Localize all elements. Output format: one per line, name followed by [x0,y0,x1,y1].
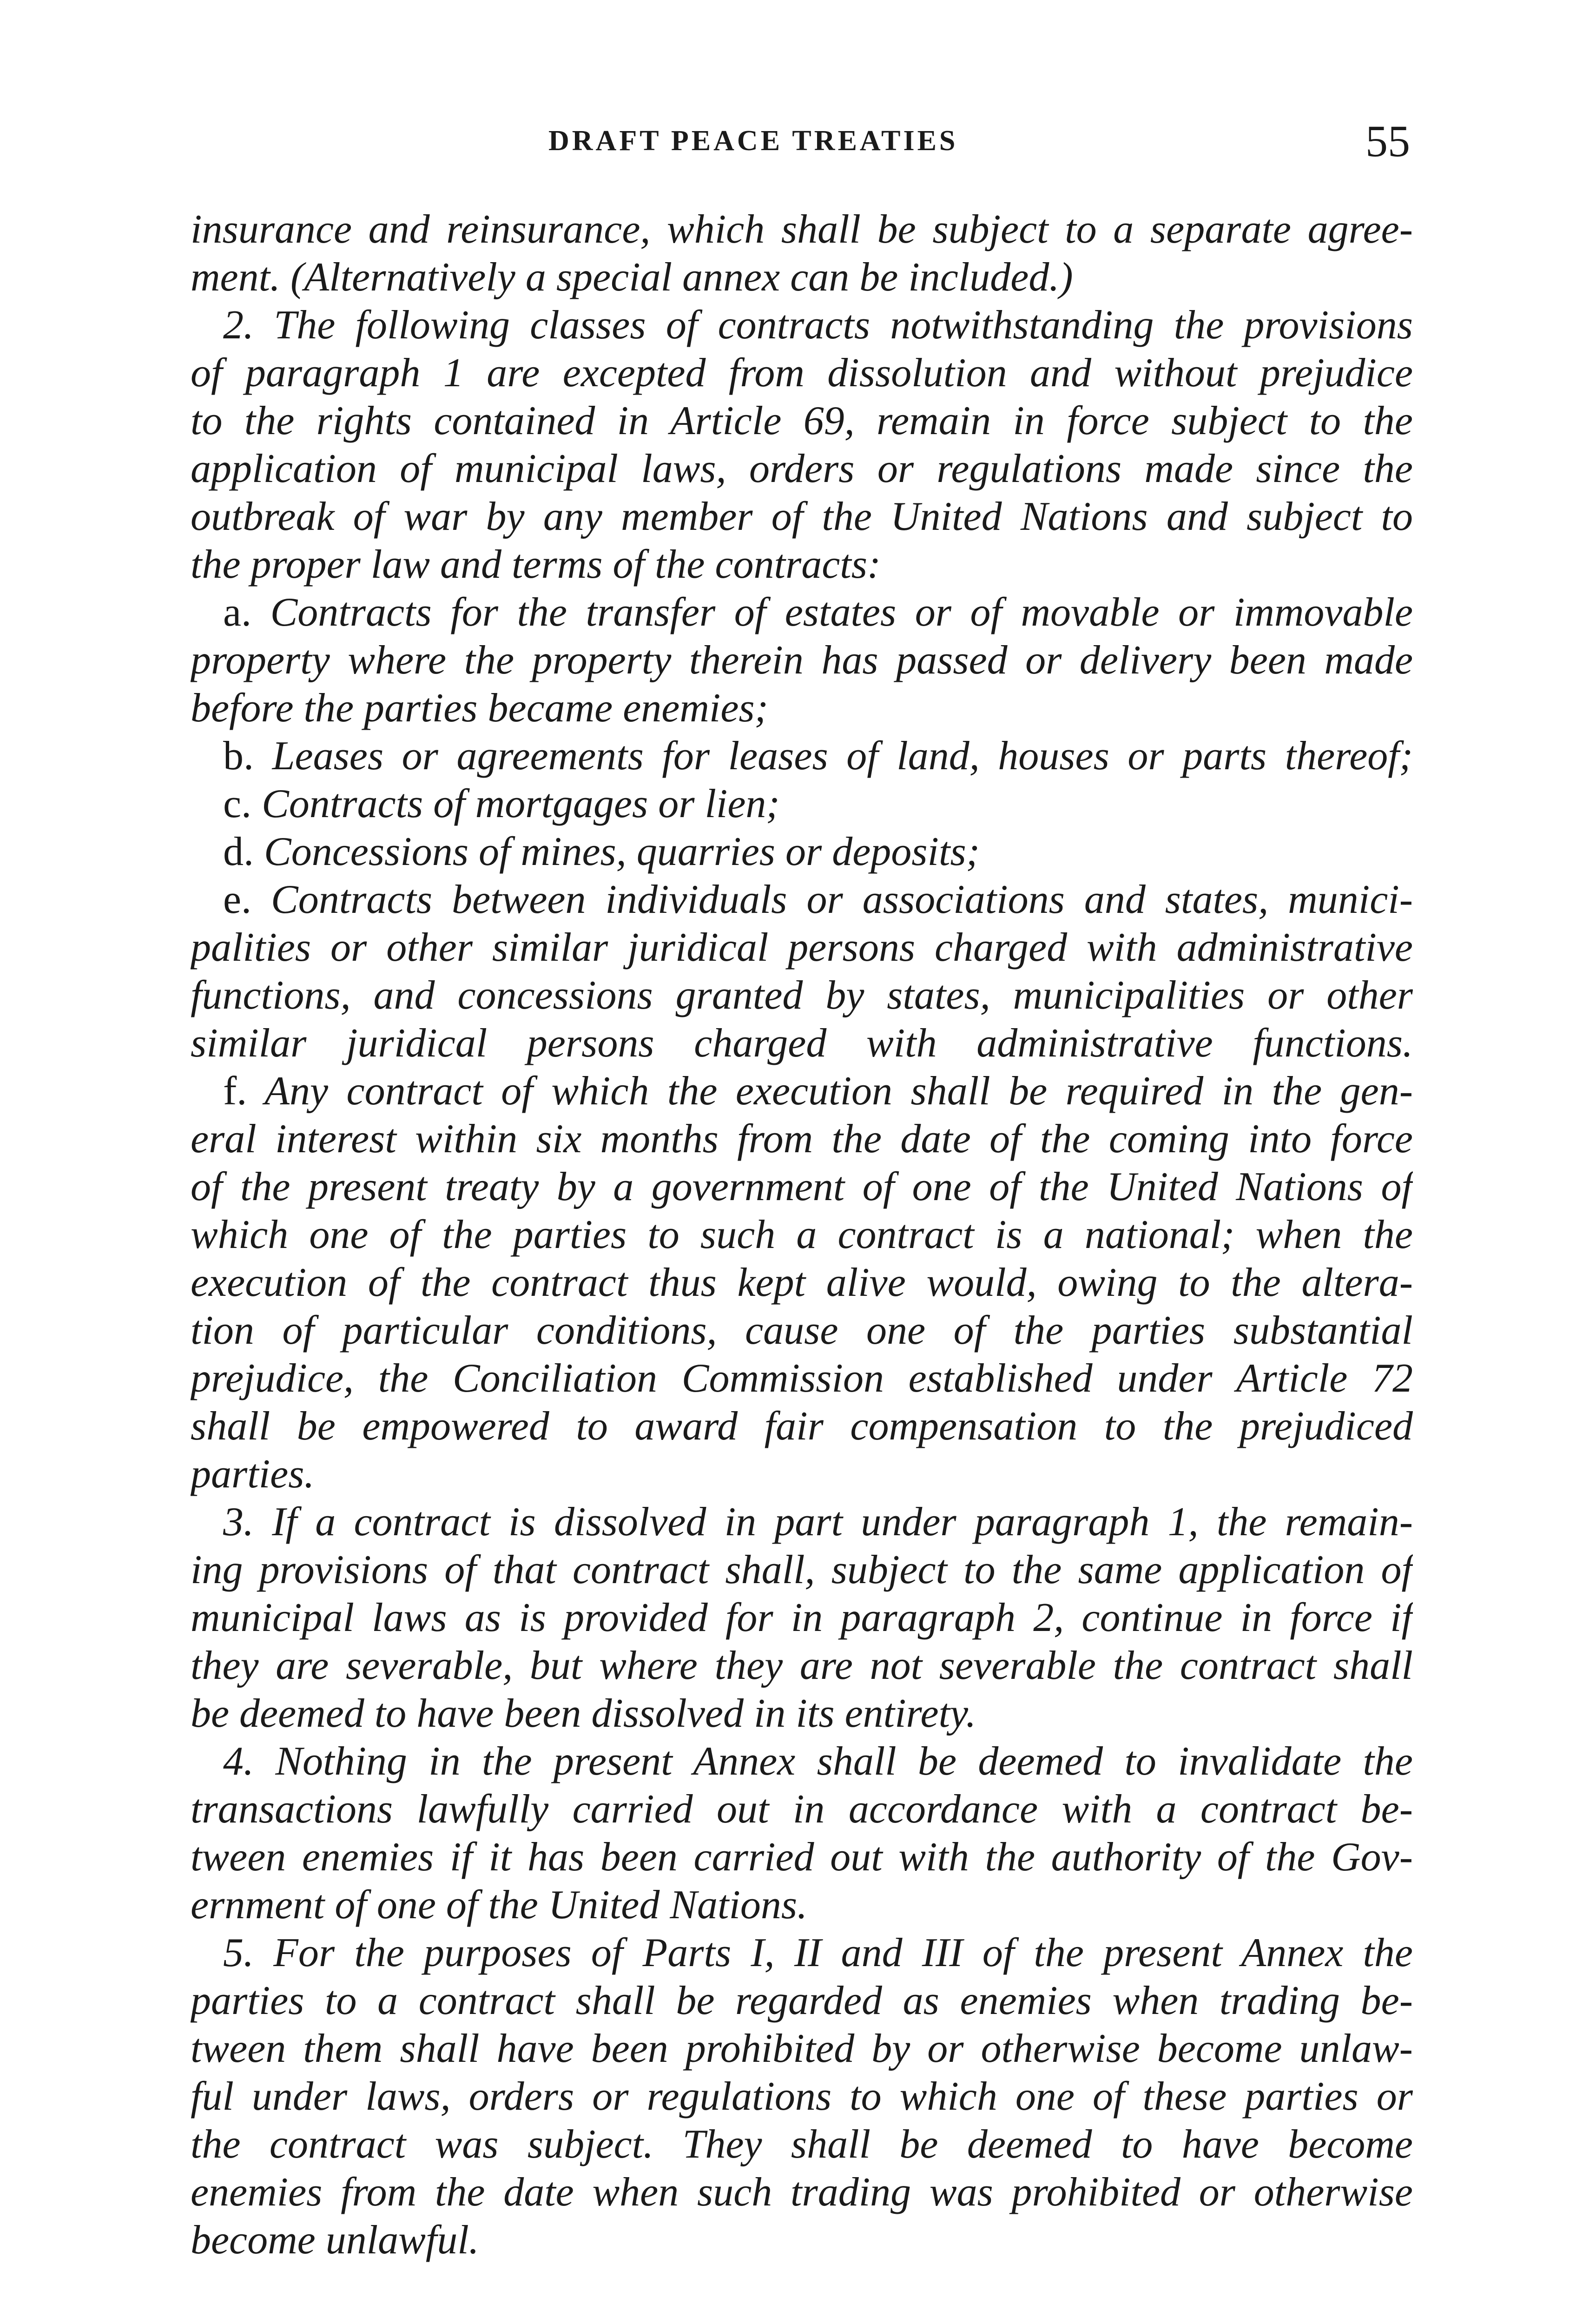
item-label: f. [223,1069,247,1114]
line-text: Contracts for the transfer of estates or of movable or immovable [270,590,1413,635]
item-label: b. [223,733,254,779]
line-text: of the present treaty by a government of one of the United Nations of [191,1164,1413,1209]
line-text: shall be empowered to award fair compensation to the prejudiced [191,1404,1413,1449]
text-line [191,445,1413,493]
line-text: they are severable, but where they are not severable the contract shall [191,1643,1413,1688]
line-text: ful under laws, orders or regulations to which one of these parties or [191,2074,1413,2119]
text-line [191,493,1413,541]
text-line [191,1881,1413,1929]
line-text: insurance and reinsurance, which shall be subject to a separate agree- [191,207,1413,252]
line-text: transactions lawfully carried out in accordance with a contract be- [191,1787,1413,1832]
line-text: before the parties became enemies; [191,686,768,731]
text-line [191,588,1413,636]
line-text: Any contract of which the execution shall be required in the gen- [264,1069,1413,1114]
text-line [191,1019,1413,1067]
text-line [191,1354,1413,1402]
line-text: eral interest within six months from the date of the coming into force [191,1116,1413,1162]
text-line [191,1929,1413,1977]
text-line [191,2073,1413,2120]
text-line [191,1498,1413,1546]
text-line [191,1067,1413,1115]
line-text: tween enemies if it has been carried out with the authority of the Gov- [191,1835,1413,1880]
line-text: Contracts of mortgages or lien; [262,781,780,826]
text-line [191,2168,1413,2216]
item-label: e. [223,877,252,922]
line-text: execution of the contract thus kept alive would, owing to the altera- [191,1260,1413,1305]
text-line [191,2120,1413,2168]
running-title: DRAFT PEACE TREATIES [548,125,958,157]
line-text: to the rights contained in Article 69, remain in force subject to the [191,398,1413,443]
text-line [191,1259,1413,1307]
line-text: which one of the parties to such a contract is a national; when the [191,1212,1413,1257]
line-text: 5. For the purposes of Parts I, II and III of the present Annex the [223,1930,1413,1975]
text-line [191,971,1413,1019]
text-line [191,205,1413,253]
line-text: outbreak of war by any member of the United Nations and subject to [191,494,1413,539]
text-line [191,876,1413,924]
line-text: become unlawful. [191,2218,479,2263]
line-text: application of municipal laws, orders or regulations made since the [191,446,1413,491]
line-text: palities or other similar juridical persons charged with administrative [191,925,1413,970]
text-line [191,684,1413,732]
text-line [191,1307,1413,1354]
line-text: be deemed to have been dissolved in its entirety. [191,1691,976,1736]
text-line [191,1690,1413,1737]
line-text: ing provisions of that contract shall, subject to the same application of [191,1547,1413,1592]
item-label: c. [223,781,252,826]
text-line [191,1450,1413,1498]
line-text: ernment of one of the United Nations. [191,1882,808,1928]
text-line [191,1594,1413,1642]
line-text: 2. The following classes of contracts notwithstanding the provisions [223,303,1413,348]
line-text: prejudice, the Conciliation Commission established under Article 72 [191,1356,1413,1401]
item-label: d. [223,829,254,874]
line-text: the contract was subject. They shall be deemed to have become [191,2122,1413,2167]
body-text [191,205,1413,2264]
text-line [191,253,1413,301]
text-line [191,541,1413,588]
line-text: functions, and concessions granted by states, municipalities or other [191,973,1413,1018]
line-text: enemies from the date when such trading was prohibited or otherwise [191,2170,1413,2215]
page-number: 55 [1365,116,1410,166]
line-text: of paragraph 1 are excepted from dissolution and without prejudice [191,350,1413,396]
line-text: Leases or agreements for leases of land, houses or parts thereof; [272,733,1413,779]
line-text: 4. Nothing in the present Annex shall be deemed to invalidate the [223,1739,1413,1784]
line-text: parties to a contract shall be regarded as enemies when trading be- [191,1978,1413,2023]
text-line [191,924,1413,971]
line-text: tween them shall have been prohibited by or otherwise become unlaw- [191,2026,1413,2071]
text-line [191,1402,1413,1450]
text-line [191,1737,1413,1785]
text-line [191,1785,1413,1833]
line-text: Concessions of mines, quarries or deposits; [264,829,980,874]
item-label: a. [223,590,252,635]
line-text: the proper law and terms of the contracts: [191,542,881,587]
text-line [191,397,1413,445]
text-line [191,2216,1413,2264]
text-line [191,1163,1413,1211]
text-line [191,732,1413,780]
text-line [191,349,1413,397]
text-line [191,2025,1413,2073]
text-line [191,301,1413,349]
line-text: similar juridical persons charged with administrative functions. [191,1021,1413,1066]
text-line [191,780,1413,828]
line-text: ment. (Alternatively a special annex can be included.) [191,255,1073,300]
line-text: property where the property therein has passed or delivery been made [191,638,1413,683]
text-line [191,636,1413,684]
text-line [191,1211,1413,1259]
text-line [191,828,1413,876]
text-line [191,1546,1413,1594]
line-text: parties. [191,1452,315,1497]
text-line [191,1115,1413,1163]
text-line [191,1977,1413,2025]
line-text: tion of particular conditions, cause one of the parties substantial [191,1308,1413,1353]
running-head [0,0,1576,177]
text-line [191,1642,1413,1690]
line-text: municipal laws as is provided for in paragraph 2, continue in force if [191,1595,1413,1640]
text-line [191,1833,1413,1881]
line-text: 3. If a contract is dissolved in part under paragraph 1, the remain- [223,1499,1413,1545]
line-text: Contracts between individuals or associations and states, munici- [271,877,1413,922]
